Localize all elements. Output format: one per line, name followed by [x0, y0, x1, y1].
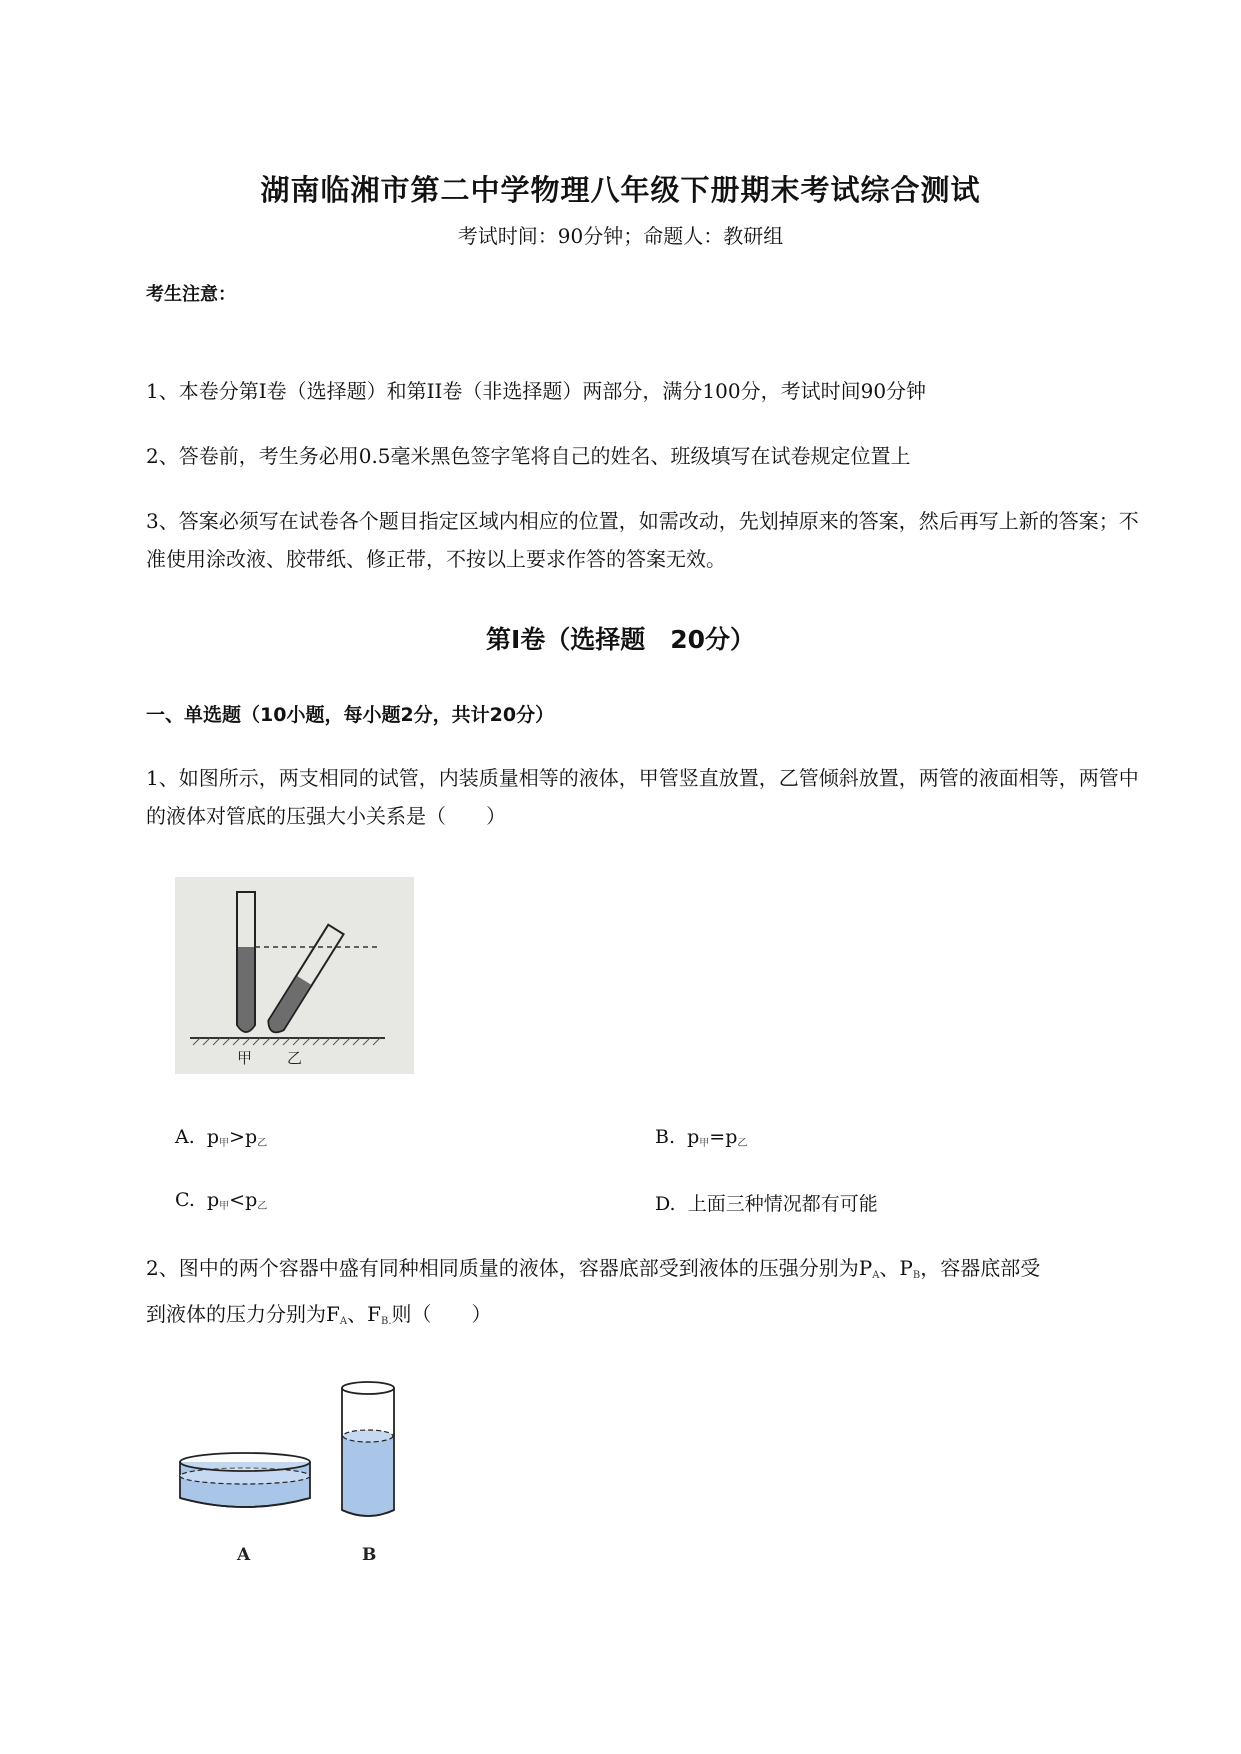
question-2-stem: 2、图中的两个容器中盛有同种相同质量的液体，容器底部受到液体的压强分别为$P_A$、$P_B$，容器底部受 到液体的压力分别为$F_A$、$F_{B.}$则（ ）	[146, 1256, 1041, 1327]
notice-item-1: 1、本卷分第I卷（选择题）和第II卷（非选择题）两部分，满分100分，考试时间90分钟	[146, 379, 927, 403]
container-label-a: A	[237, 1545, 251, 1565]
notice-heading: 考生注意：	[146, 284, 236, 305]
notice-item-2: 2、答卷前，考生务必用0.5毫米黑色签字笔将自己的姓名、班级填写在试卷规定位置上	[146, 444, 911, 468]
option-b[interactable]: B. $p_甲=p_乙$	[655, 1126, 748, 1149]
part-title: 一、单选题（10小题，每小题2分，共计20分）	[146, 704, 555, 726]
container-label-b: B	[362, 1545, 377, 1565]
test-tube-diagram	[175, 877, 414, 1074]
tube-label-jia: 甲	[237, 1049, 253, 1067]
option-c[interactable]: C. $p_甲<p_乙$	[175, 1189, 268, 1212]
option-a[interactable]: A. $p_甲>p_乙$	[175, 1126, 268, 1149]
notice-item-3: 3、答案必须写在试卷各个题目指定区域内相应的位置，如需改动，先划掉原来的答案，然后再写上新的答案；不准使用涂改液、胶带纸、修正带，不按以上要求作答的答案无效。	[146, 509, 1139, 571]
container-diagram	[170, 1370, 420, 1570]
option-d[interactable]: D. 上面三种情况都有可能	[655, 1193, 878, 1215]
test-tube-figure	[175, 877, 414, 1074]
page-title: 湖南临湘市第二中学物理八年级下册期末考试综合测试	[260, 173, 981, 207]
question-1-stem: 1、如图所示，两支相同的试管，内装质量相等的液体，甲管竖直放置，乙管倾斜放置，两管的液面相等，两管中的液体对管底的压强大小关系是（ ）	[146, 766, 1139, 828]
section-title: 第I卷（选择题 20分）	[485, 625, 756, 654]
container-figure	[170, 1370, 420, 1570]
exam-info: 考试时间：90分钟；命题人：教研组	[457, 224, 784, 248]
tube-label-yi: 乙	[287, 1049, 303, 1067]
